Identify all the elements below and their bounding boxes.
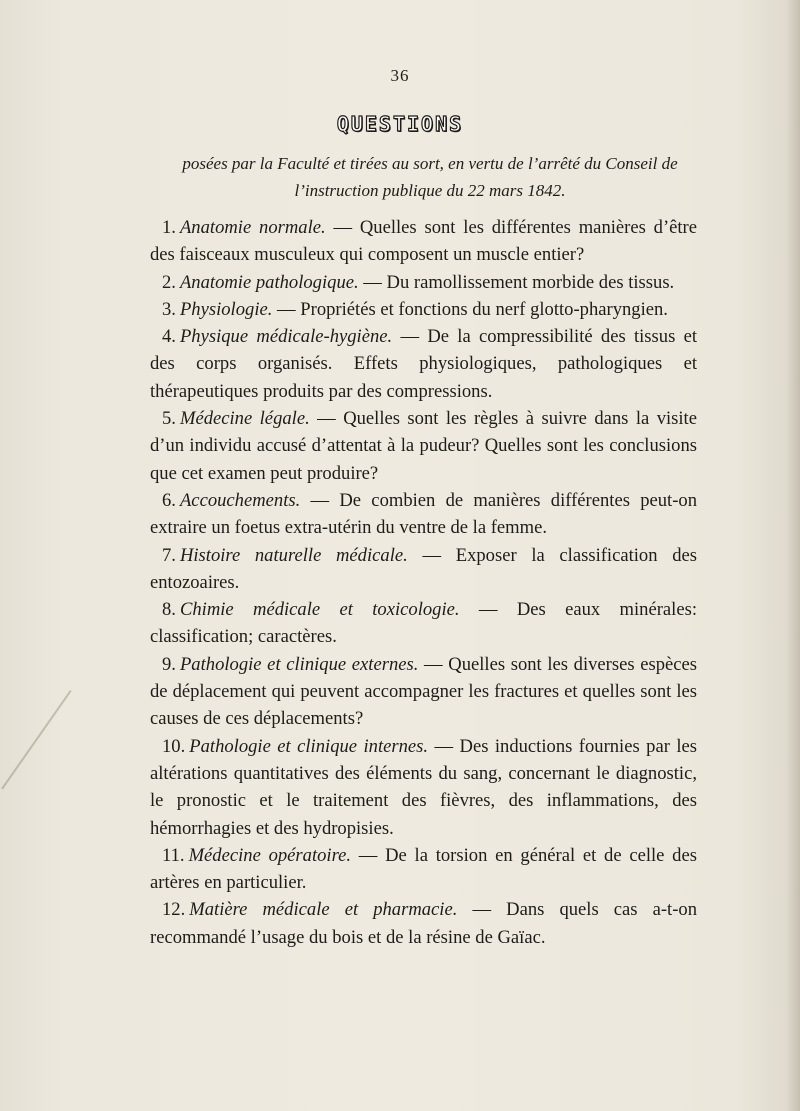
question-text: — Dans quels cas a-t-on recommandé l’usage du bois et de la résine de Gaïac. (150, 899, 697, 948)
question-text: — De la compressibilité des tissus et des corps organisés. Effets physiologiques, pathologiques et thérapeutiques produits par des compressions. (150, 326, 698, 402)
question-subject: Accouchements. (179, 489, 301, 511)
question-subject: Pathologie et clinique externes. (179, 653, 419, 675)
page-number: 36 (390, 66, 410, 85)
question-number: 11. (162, 844, 185, 866)
question-item (150, 323, 697, 405)
question-text: — Quelles sont les règles à suivre dans la visite d’un individu accusé d’attentat à la pudeur? Quelles sont les conclusions que cet examen peut produire? (150, 408, 697, 484)
question-number: 10. (162, 735, 186, 757)
question-number: 12. (162, 899, 186, 921)
question-item (150, 842, 697, 897)
question-subject: Pathologie et clinique internes. (189, 735, 429, 757)
question-text: — De la torsion en général et de celle des artères en particulier. (150, 844, 697, 894)
question-item (150, 269, 697, 296)
question-text: — Quelles sont les différentes manières d’être des faisceaux musculeux qui composent un muscle entier? (150, 217, 697, 266)
question-item (150, 733, 697, 842)
question-text: — Des inductions fournies par les altérations quantitatives des éléments du sang, concernant le diagnostic, le pronostic et le traitement des fièvres, des inflammations, des hémorrhagies et des hydropisies. (150, 735, 697, 839)
question-number: 3. (162, 298, 176, 320)
question-number: 6. (162, 489, 176, 511)
question-text: — Quelles sont les diverses espèces de déplacement qui peuvent accompagner les fractures et quelles sont les causes de ces déplacements? (150, 653, 698, 730)
question-item (150, 296, 697, 323)
question-item (150, 896, 697, 951)
question-item (150, 651, 697, 733)
question-subject: Matière médicale et pharmacie. (189, 899, 458, 921)
question-item (150, 405, 697, 487)
question-subject: Physique médicale-hygiène. (179, 326, 393, 348)
question-text: — Du ramollissement morbide des tissus. (363, 271, 675, 293)
question-number: 2. (162, 271, 176, 293)
question-item (150, 214, 697, 269)
question-number: 9. (162, 653, 176, 675)
question-text: — Exposer la classification des entozoaires. (150, 544, 697, 593)
question-subject: Anatomie normale. (179, 217, 326, 238)
page-heading: QUESTIONS (336, 112, 464, 136)
question-number: 8. (162, 599, 176, 621)
question-text: — De combien de manières différentes peut-on extraire un foetus extra-utérin du ventre de la femme. (150, 489, 697, 539)
questions-list (150, 214, 697, 951)
question-number: 7. (162, 544, 176, 566)
page-subtitle: posées par la Faculté et tirées au sort, en vertu de l’arrêté du Conseil de l’instruction publique du 22 mars 1842. (182, 154, 678, 200)
question-text: — Des eaux minérales: classification; caractères. (150, 599, 697, 648)
question-subject: Médecine légale. (179, 408, 310, 430)
paper-crease-mark (1, 690, 71, 789)
question-subject: Anatomie pathologique. (179, 271, 359, 293)
question-subject: Histoire naturelle médicale. (179, 544, 408, 566)
question-subject: Physiologie. (179, 298, 273, 320)
question-subject: Chimie médicale et toxicologie. (179, 599, 460, 621)
page-edge-shadow (786, 0, 800, 1111)
question-number: 5. (162, 408, 176, 430)
question-number: 4. (162, 326, 176, 348)
question-item (150, 542, 697, 597)
question-item (150, 487, 697, 542)
question-number: 1. (162, 217, 176, 238)
question-item (150, 596, 697, 651)
question-text: — Propriétés et fonctions du nerf glotto-pharyngien. (277, 298, 668, 320)
question-subject: Médecine opératoire. (188, 844, 352, 866)
